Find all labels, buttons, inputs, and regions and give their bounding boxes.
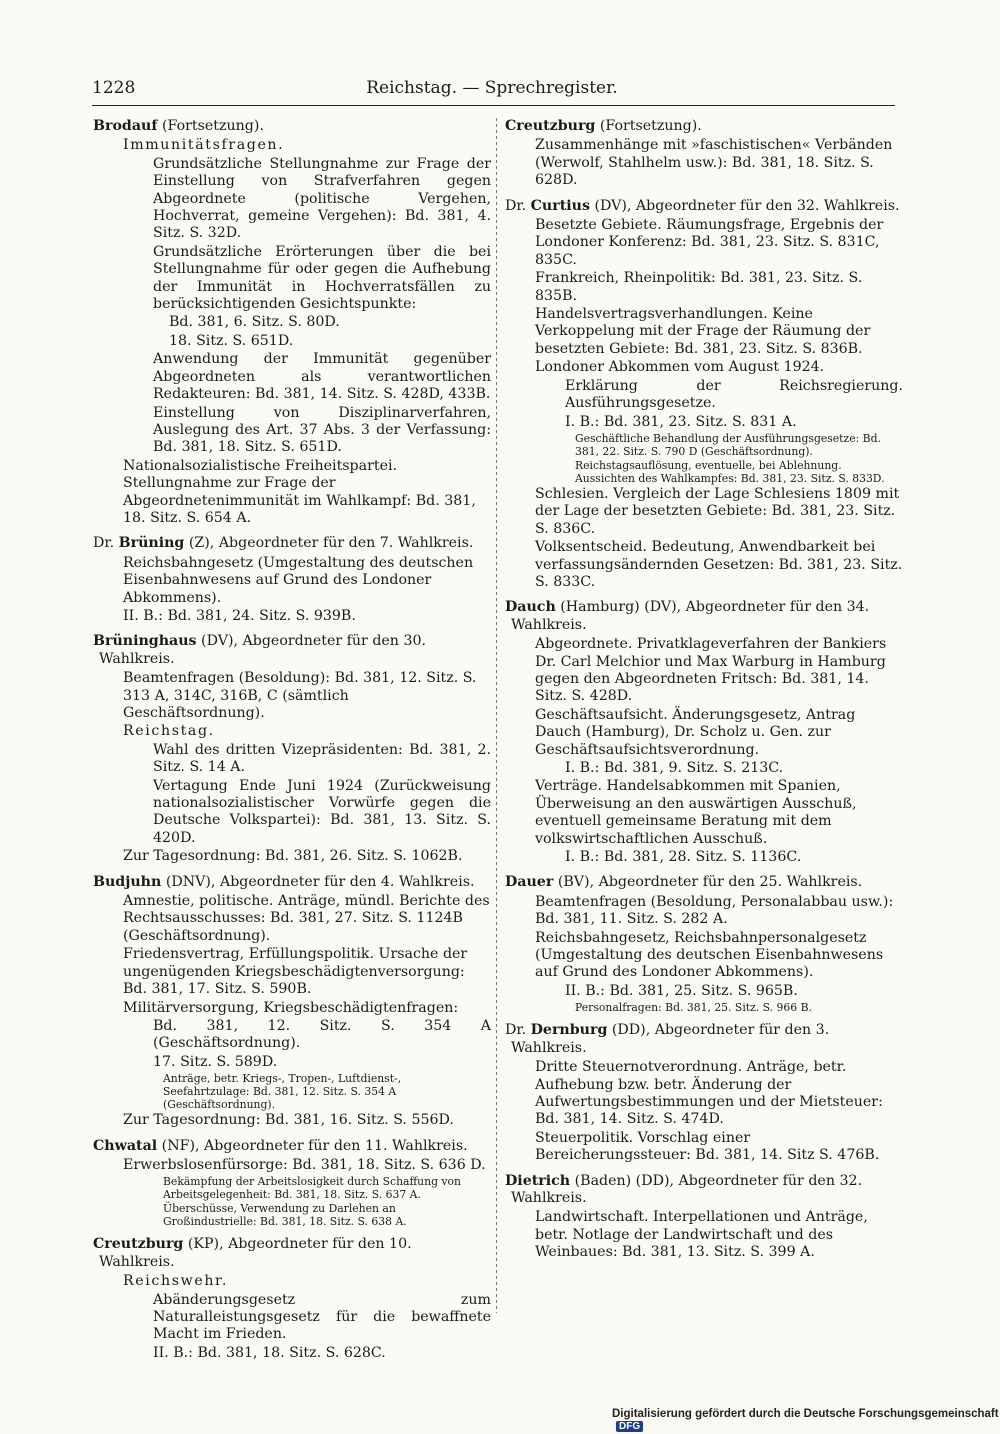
topic-line: Erwerbslosenfürsorge: Bd. 381, 18. Sitz. S. 636 D.: [123, 1156, 486, 1173]
speaker-name: Creutzburg: [505, 118, 596, 134]
name-prefix: Dr.: [505, 197, 531, 214]
note-line: Reichstagsauflösung, eventuelle, bei Ablehnung. Aussichten des Wahlkampfes: Bd. 381, 23. Sitz. S. 833D.: [575, 458, 885, 485]
entry-heading: [505, 599, 903, 634]
speaker-name: Dauch: [505, 599, 556, 616]
speaker-name: Dernburg: [530, 1022, 608, 1039]
register-entry: [93, 874, 491, 1130]
dfg-logo: DFG: [616, 1421, 643, 1432]
reference-line: Einstellung von Disziplinarverfahren, Auslegung des Art. 37 Abs. 3 der Verfassung: Bd. 381, 18. Sitz. S. 651D.: [153, 404, 491, 456]
topic-line: Beamtenfragen (Besoldung, Personalabbau usw.): Bd. 381, 11. Sitz. S. 282 A.: [535, 893, 894, 928]
topic-line: Frankreich, Rheinpolitik: Bd. 381, 23. Sitz. S. 835B.: [535, 270, 863, 304]
topic-line: Reichsbahngesetz, Reichsbahnpersonalgesetz (Umgestaltung des deutschen Eisenbahnwesens auf Grund des Londoner Abkommens).: [535, 929, 884, 981]
register-entry: [93, 535, 491, 625]
speaker-name: Brodauf: [93, 118, 158, 134]
entry-heading: [93, 1236, 491, 1271]
speaker-name: Chwatal: [93, 1137, 158, 1154]
page-header: [92, 78, 892, 104]
speaker-details: (DV), Abgeordneter für den 30. Wahlkreis.: [99, 633, 427, 667]
note-line: Geschäftliche Behandlung der Ausführungsgesetze: Bd. 381, 22. Sitz. S. 790 D (Geschäftsordnung).: [575, 431, 881, 458]
topic-line: Zusammenhänge mit »faschistischen« Verbänden (Werwolf, Stahlhelm usw.): Bd. 381, 18. Sitz. S. 628D.: [535, 137, 893, 189]
topic-line: Nationalsozialistische Freiheitspartei. Stellungnahme zur Frage der Abgeordnetenimmunität im Wahlkampf: Bd. 381, 18. Sitz. S. 654 A.: [123, 457, 476, 526]
reference-line: II. B.: Bd. 381, 25. Sitz. S. 965B.: [565, 982, 798, 999]
column-separator: [496, 118, 497, 1313]
topic-line: II. B.: Bd. 381, 24. Sitz. S. 939B.: [123, 607, 356, 624]
reference-line: 17. Sitz. S. 589D.: [153, 1053, 278, 1070]
reference-line: Anwendung der Immunität gegenüber Abgeordneten als verantwortlichen Redakteuren: Bd. 381, 14. Sitz. S. 428D, 433B.: [153, 351, 491, 403]
entry-heading: [93, 118, 491, 135]
speaker-details: (Baden) (DD), Abgeordneter für den 32. Wahlkreis.: [511, 1172, 863, 1206]
reference-line: Vertagung Ende Juni 1924 (Zurückweisung nationalsozialistischer Vorwürfe gegen die Deutsche Volkspartei): Bd. 381, 13. Sitz. S. 420D.: [153, 777, 491, 846]
entry-heading: [93, 535, 491, 552]
register-entry: [93, 1138, 491, 1229]
reference-line: Bd. 381, 6. Sitz. S. 80D.: [169, 314, 340, 331]
topic-line: Handelsvertragsverhandlungen. Keine Verkoppelung mit der Frage der Räumung der besetzten Gebiete: Bd. 381, 23. Sitz. S. 836B.: [535, 306, 871, 357]
speaker-name: Curtius: [530, 197, 590, 214]
reference-line: Bd. 381, 12. Sitz. S. 354 A (Geschäftsordnung).: [153, 1017, 491, 1052]
topic-line: Landwirtschaft. Interpellationen und Anträge, betr. Notlage der Landwirtschaft und des Weinbaues: Bd. 381, 13. Sitz. S. 399 A.: [535, 1209, 868, 1261]
entry-heading: [93, 874, 491, 891]
speaker-name: Budjuhn: [93, 873, 162, 890]
entry-heading: [505, 118, 903, 135]
reference-line: Grundsätzliche Erörterungen über die bei Stellungnahme für oder gegen die Aufhebung der Immunität in Hochverratsfällen zu berücksichtigenden Gesichtspunkte:: [153, 243, 491, 313]
topic-line: Besetzte Gebiete. Räumungsfrage, Ergebnis der Londoner Konferenz: Bd. 381, 23. Sitz. S. 831C, 835C.: [535, 217, 884, 268]
speaker-name: Dietrich: [505, 1172, 571, 1189]
page-title: Reichstag. — Sprechregister.: [366, 78, 618, 98]
topic-line: Verträge. Handelsabkommen mit Spanien, Überweisung an den auswärtigen Ausschuß, eventuell gemeinsame Beratung mit dem volkswirtschaftlichen Ausschuß.: [535, 778, 857, 847]
name-prefix: Dr.: [505, 1022, 531, 1039]
right-column: [505, 118, 903, 1270]
register-entry: [505, 874, 903, 1014]
entry-heading: [93, 633, 491, 668]
reference-line: I. B.: Bd. 381, 23. Sitz. S. 831 A.: [565, 413, 797, 430]
register-entry: [505, 599, 903, 866]
topic-line: Reichswehr.: [123, 1273, 228, 1290]
entry-heading: [505, 1173, 903, 1208]
entry-heading: [505, 1022, 903, 1057]
topic-line: Reichsbahngesetz (Umgestaltung des deutschen Eisenbahnwesens auf Grund des Londoner Abkommens).: [123, 554, 474, 606]
topic-line: Zur Tagesordnung: Bd. 381, 16. Sitz. S. 556D.: [123, 1112, 454, 1129]
speaker-details: (Hamburg) (DV), Abgeordneter für den 34. Wahlkreis.: [511, 599, 870, 633]
topic-line: Militärversorgung, Kriegsbeschädigtenfragen:: [123, 999, 459, 1016]
speaker-name: Dauer: [505, 874, 554, 891]
topic-line: Steuerpolitik. Vorschlag einer Bereicherungssteuer: Bd. 381, 14. Sitz S. 476B.: [535, 1129, 880, 1164]
register-entry: [93, 633, 491, 865]
topic-line: Friedensvertrag, Erfüllungspolitik. Ursache der ungenügenden Kriegsbeschädigtenversorgung: Bd. 381, 17. Sitz. S. 590B.: [123, 946, 468, 998]
note-line: Anträge, betr. Kriegs-, Tropen-, Luftdienst-, Seefahrtzulage: Bd. 381, 12. Sitz. S. 354 A (Geschäftsordnung).: [163, 1072, 402, 1112]
speaker-details: (BV), Abgeordneter für den 25. Wahlkreis.: [553, 874, 863, 891]
speaker-details: (Z), Abgeordneter für den 7. Wahlkreis.: [184, 535, 474, 552]
note-line: Überschüsse, Verwendung zu Darlehen an Großindustrielle: Bd. 381, 18. Sitz. S. 638 A.: [163, 1202, 407, 1229]
topic-line: Schlesien. Vergleich der Lage Schlesiens 1809 mit der Lage der besetzten Gebiete: Bd. 381, 23. Sitz. S. 836C.: [535, 485, 900, 537]
credit-text: Digitalisierung gefördert durch die Deutsche Forschungsgemeinschaft: [612, 1408, 999, 1420]
reference-line: Abänderungsgesetz zum Naturalleistungsgesetz für die bewaffnete Macht im Frieden.: [153, 1291, 491, 1343]
register-entry: [505, 118, 903, 190]
topic-line: Londoner Abkommen vom August 1924.: [535, 359, 825, 376]
topic-line: Abgeordnete. Privatklageverfahren der Bankiers Dr. Carl Melchior und Max Warburg in Hamburg gegen den Abgeordneten Fritsch: Bd. 381, 14. Sitz. S. 428D.: [535, 636, 887, 705]
speaker-name: Brüning: [118, 535, 185, 552]
page-number: 1228: [92, 78, 136, 98]
topic-line: Geschäftsaufsicht. Änderungsgesetz, Antrag Dauch (Hamburg), Dr. Scholz u. Gen. zur Geschäftsaufsichtsverordnung.: [535, 706, 856, 758]
note-line: Personalfragen: Bd. 381, 25. Sitz. S. 966 B.: [575, 1001, 812, 1015]
reference-line: 18. Sitz. S. 651D.: [169, 332, 294, 349]
register-entry: [505, 1022, 903, 1164]
entry-heading: [93, 1138, 491, 1155]
speaker-details: (Fortsetzung).: [595, 118, 702, 134]
speaker-details: (KP), Abgeordneter für den 10. Wahlkreis.: [99, 1236, 412, 1270]
register-entry: [93, 118, 491, 527]
topic-line: Immunitätsfragen.: [123, 137, 285, 154]
register-entry: [505, 1173, 903, 1262]
note-line: Bekämpfung der Arbeitslosigkeit durch Schaffung von Arbeitsgelegenheit: Bd. 381, 18. Sitz. S. 637 A.: [163, 1175, 461, 1202]
speaker-details: (DD), Abgeordneter für den 3. Wahlkreis.: [511, 1022, 830, 1056]
digitization-credit: [612, 1408, 1000, 1432]
register-entry: [505, 198, 903, 592]
reference-line: I. B.: Bd. 381, 28. Sitz. S. 1136C.: [565, 849, 802, 866]
speaker-details: (Fortsetzung).: [157, 118, 264, 134]
entry-heading: [505, 874, 903, 891]
speaker-details: (DNV), Abgeordneter für den 4. Wahlkreis.: [161, 873, 475, 890]
name-prefix: Dr.: [93, 535, 119, 552]
reference-line: II. B.: Bd. 381, 18. Sitz. S. 628C.: [153, 1344, 386, 1361]
topic-line: Dritte Steuernotverordnung. Anträge, betr. Aufhebung bzw. betr. Änderung der Aufwertungsbestimmungen und der Mietsteuer: Bd. 381, 14. Sitz. S. 474D.: [535, 1059, 883, 1128]
speaker-name: Creutzburg: [93, 1236, 184, 1253]
header-rule: [92, 105, 895, 106]
speaker-details: (DV), Abgeordneter für den 32. Wahlkreis.: [589, 197, 900, 214]
left-column: [93, 118, 491, 1370]
entry-heading: [505, 198, 903, 215]
topic-line: Zur Tagesordnung: Bd. 381, 26. Sitz. S. 1062B.: [123, 848, 463, 865]
reference-line: Erklärung der Reichsregierung. Ausführungsgesetze.: [565, 377, 903, 412]
topic-line: Amnestie, politische. Anträge, mündl. Berichte des Rechtsausschusses: Bd. 381, 27. Sitz. S. 1124B (Geschäftsordnung).: [123, 893, 490, 944]
reference-line: Wahl des dritten Vizepräsidenten: Bd. 381, 2. Sitz. S. 14 A.: [153, 741, 491, 776]
speaker-details: (NF), Abgeordneter für den 11. Wahlkreis.: [157, 1137, 468, 1154]
reference-line: Grundsätzliche Stellungnahme zur Frage der Einstellung von Strafverfahren gegen Abgeordnete (politische Vergehen, Hochverrat, gemeine Vergehen): Bd. 381, 4. Sitz. S. 32D.: [153, 155, 491, 242]
topic-line: Volksentscheid. Bedeutung, Anwendbarkeit bei verfassungsändernden Gesetzen: Bd. 381, 23. Sitz. S. 833C.: [535, 539, 903, 590]
topic-line: Beamtenfragen (Besoldung): Bd. 381, 12. Sitz. S. 313 A, 314C, 316B, C (sämtlich Geschäftsordnung).: [123, 670, 477, 721]
register-entry: [93, 1236, 491, 1362]
topic-line: Reichstag.: [123, 723, 215, 740]
speaker-name: Brüninghaus: [93, 633, 197, 650]
reference-line: I. B.: Bd. 381, 9. Sitz. S. 213C.: [565, 760, 784, 776]
